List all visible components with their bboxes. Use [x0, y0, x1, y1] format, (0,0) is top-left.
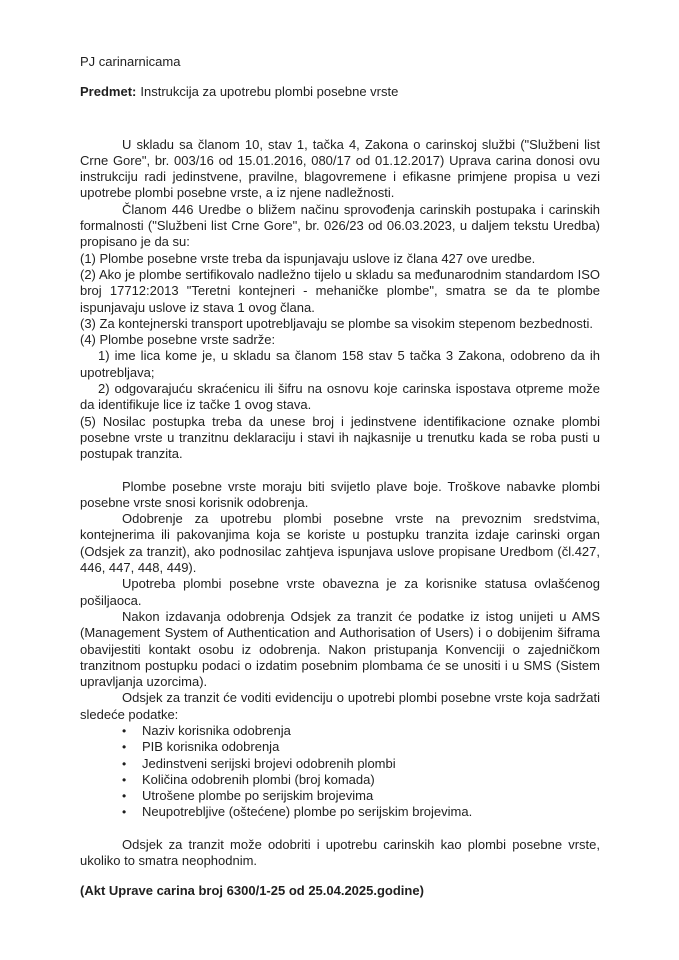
paragraph-mandatory-use: Upotreba plombi posebne vrste obavezna je za korisnike statusa ovlašćenog pošiljaoca. — [80, 576, 600, 608]
numbered-item-3: (3) Za kontejnerski transport upotrebljavaju se plombe sa visokim stepenom bezbednosti. — [80, 315, 594, 331]
paragraph-closing: Odsjek za tranzit može odobriti i upotrebu carinskih kao plombi posebne vrste, ukoliko to smatra neophodnim. — [80, 836, 600, 869]
recipient-line: PJ carinarnicama — [80, 54, 181, 69]
sub-item-2: 2) odgovarajuću skraćenicu ili šifru na osnovu koje carinska ispostava otpreme može da identifikuje lice iz tačke 1 ovog stava. — [80, 381, 600, 413]
bullet-text: Količina odobrenih plombi (broj komada) — [142, 771, 375, 787]
numbered-item-2: (2) Ako je plombe sertifikovalo nadležno tijelo u skladu sa međunarodnim standardom ISO broj 17712:2013 "Teretni kontejneri - mehaničke plombe", smatra se da te plombe ispunjavaju uslove iz stava 1 ovog člana. — [80, 266, 600, 315]
bullet-icon: • — [122, 723, 127, 738]
subject-text: Instrukcija za upotrebu plombi posebne vrste — [140, 84, 399, 100]
subject-label: Predmet: — [80, 84, 137, 100]
sub-item-1: 1) ime lica kome je, u skladu sa članom 158 stav 5 tačka 3 Zakona, odobreno da ih upotrebljava; — [80, 348, 600, 380]
bullet-item — [122, 788, 600, 804]
spacer — [80, 821, 600, 837]
bullet-item — [122, 804, 600, 820]
bullet-icon: • — [122, 805, 127, 820]
numbered-item-1: (1) Plombe posebne vrste treba da ispunjavaju uslove iz člana 427 ove uredbe. — [80, 250, 536, 266]
subject-line — [80, 84, 600, 100]
bullet-text: PIB korisnika odobrenja — [142, 739, 280, 755]
bullet-icon: • — [122, 756, 127, 771]
bullet-text: Utrošene plombe po serijskim brojevima — [142, 788, 374, 804]
bullet-text: Neupotrebljive (oštećene) plombe po serijskim brojevima. — [142, 804, 473, 820]
bullet-text: Naziv korisnika odobrenja — [142, 722, 291, 738]
bullet-icon: • — [122, 789, 127, 804]
bullet-icon: • — [122, 772, 127, 787]
paragraph-approval: Odobrenje za upotrebu plombi posebne vrste na prevoznim sredstvima, kontejnerima ili pakovanjima koja se koriste u postupku tranzita izdaje carinski organ (Odsjek za tranzit), ako podnosilac zahtjeva ispunjava uslove propisane Uredbom (čl.427, 446, 447, 448, 449). — [80, 511, 600, 576]
numbered-item-4: (4) Plombe posebne vrste sadrže: — [80, 332, 276, 348]
paragraph-color-costs: Plombe posebne vrste moraju biti svijetlo plave boje. Troškove nabavke plombi posebne vrste snosi korisnik odobrenja. — [80, 478, 600, 510]
paragraph-intro-legal: U skladu sa članom 10, stav 1, tačka 4, Zakona o carinskoj službi ("Službeni list Crne Gore", br. 003/16 od 15.01.2016, 080/17 od 01.12.2017) Uprava carina donosi ovu instrukciju radi jedinstvene, pravilne, blagovremene i efikasne primjene propisa u vezi upotrebe plombi posebne vrste, a iz njene nadležnosti. — [80, 136, 600, 201]
paragraph-ams-sms: Nakon izdavanja odobrenja Odsjek za tranzit će podatke iz istog unijeti u AMS (Management System of Authentication and Authorisation of Users) i o dobijenim šiframa obavijestiti kontakt osobu iz odobrenja. Nakon pristupanja Konvenciji o zajedničkom tranzitnom postupku podaci o izdatim posebnim plombama će se unositi i u SMS (Sistem upravljanja uzorcima). — [80, 608, 600, 690]
bullet-text: Jedinstveni serijski brojevi odobrenih plombi — [142, 755, 396, 771]
spacer — [80, 101, 600, 137]
spacer — [80, 70, 600, 84]
numbered-item-5: (5) Nosilac postupka treba da unese broj i jedinstvene identifikacione oznake plombi posebne vrste u tranzitnu deklaraciju i stavi ih najkasnije u trenutku kada se roba pusti u postupak tranzita. — [80, 413, 600, 462]
paragraph-evidence-intro: Odsjek za tranzit će voditi evidenciju o upotrebi plombi posebne vrste koja sadržati sledeće podatke: — [80, 690, 600, 722]
paragraph-intro-uredba: Članom 446 Uredbe o bližem načinu sprovođenja carinskih postupaka i carinskih formalnosti ("Službeni list Crne Gore", br. 026/23 od 06.03.2023, u daljem tekstu Uredba) propisano je da su: — [80, 201, 600, 250]
bullet-item — [122, 739, 600, 755]
bullet-item — [122, 723, 600, 739]
bullet-item — [122, 772, 600, 788]
spacer — [80, 869, 600, 883]
footer-act-reference: (Akt Uprave carina broj 6300/1-25 od 25.04.2025.godine) — [80, 883, 424, 899]
bullet-icon: • — [122, 740, 127, 755]
spacer — [80, 463, 600, 479]
bullet-item — [122, 756, 600, 772]
